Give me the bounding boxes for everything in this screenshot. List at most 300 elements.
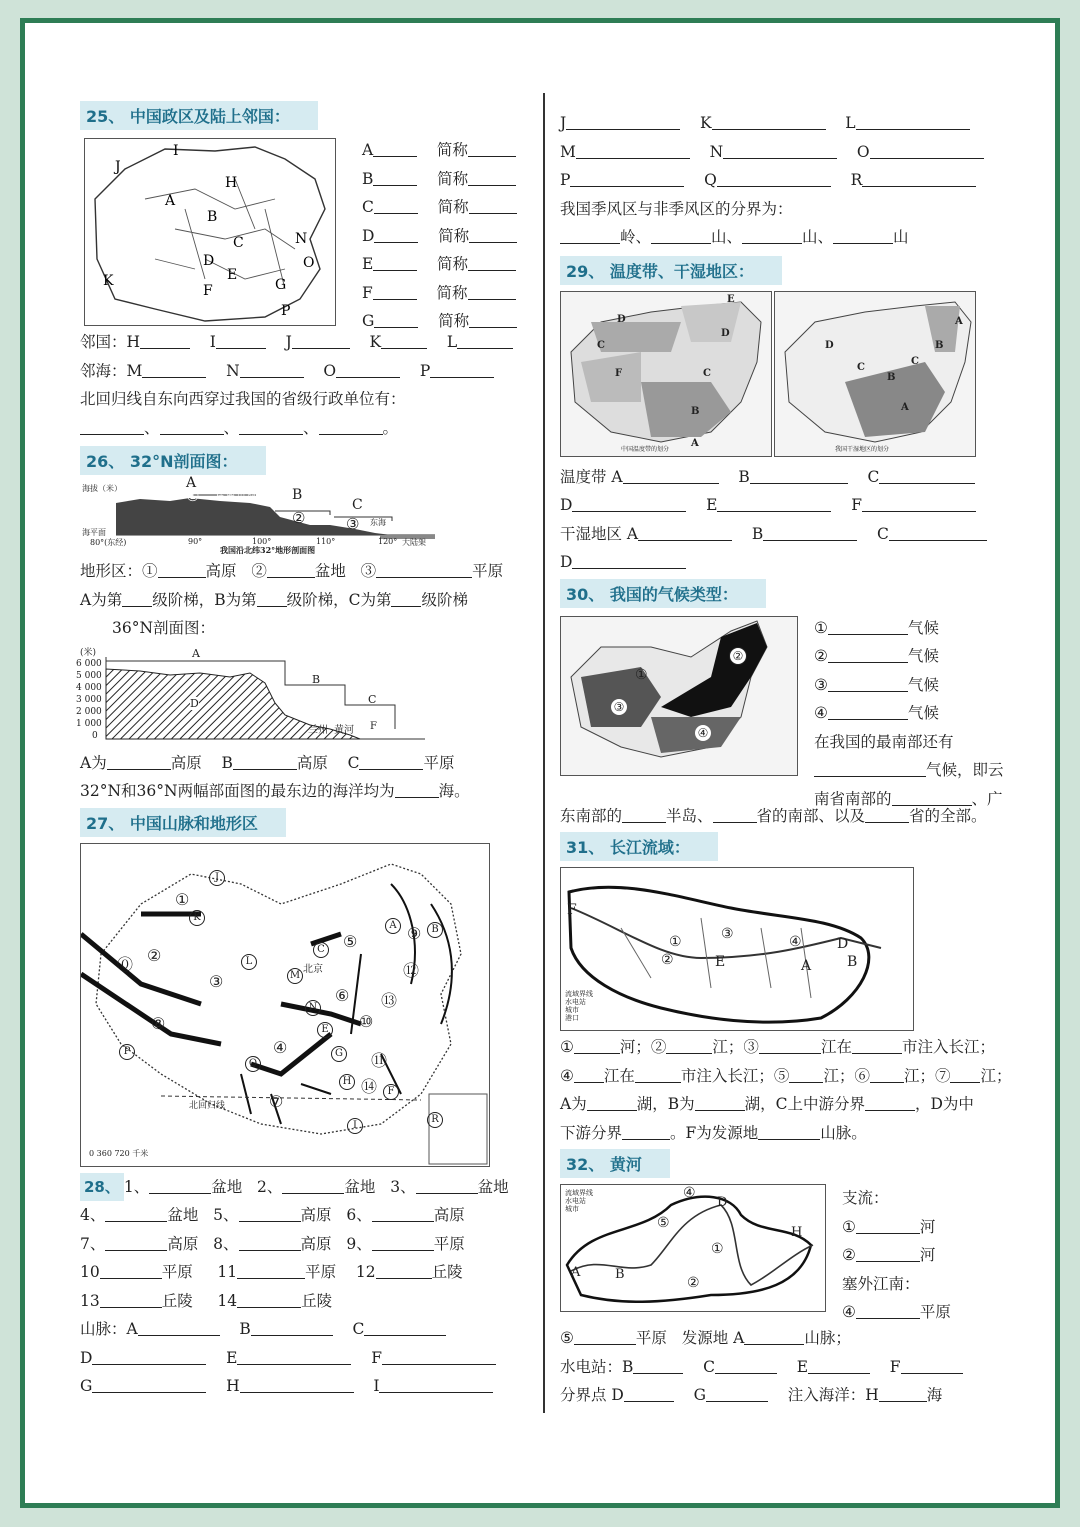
page-frame xyxy=(20,18,1060,1508)
blank[interactable] xyxy=(742,225,802,244)
blank[interactable] xyxy=(149,1175,211,1194)
label: 塞外江南： xyxy=(842,1274,920,1293)
label: 邻国： xyxy=(80,333,127,351)
left-column xyxy=(76,101,535,1401)
p32-n2: ② xyxy=(292,509,306,527)
section-28 xyxy=(80,1173,535,1401)
monsoon-question: 我国季风区与非季风区的分界为： xyxy=(560,199,793,218)
blank[interactable] xyxy=(373,167,417,186)
climate-n1: ① xyxy=(635,666,648,683)
blank[interactable] xyxy=(638,522,732,541)
blank[interactable] xyxy=(814,758,926,777)
label: 注入海洋：H xyxy=(787,1386,879,1404)
blank[interactable] xyxy=(319,416,383,435)
blank[interactable] xyxy=(92,1374,206,1393)
section-27-title: 27、 中国山脉和地形区 xyxy=(80,808,286,837)
blank[interactable] xyxy=(622,1121,670,1140)
blank[interactable] xyxy=(750,465,848,484)
blank[interactable] xyxy=(623,465,719,484)
s28-row xyxy=(80,1258,535,1287)
map25-H: H xyxy=(225,175,238,191)
label: I xyxy=(373,1377,380,1395)
label: 级阶梯，C为第 xyxy=(286,590,392,609)
blank[interactable] xyxy=(633,1355,683,1374)
blank[interactable] xyxy=(828,673,908,692)
p36-C: C xyxy=(368,692,377,706)
blank[interactable] xyxy=(416,1175,478,1194)
blank[interactable] xyxy=(468,167,516,186)
s32-l2 xyxy=(560,1353,1030,1382)
label: E xyxy=(226,1348,238,1367)
blank[interactable] xyxy=(587,1092,637,1111)
map25-B: B xyxy=(207,209,218,225)
blank[interactable] xyxy=(572,493,686,512)
label: N xyxy=(226,361,240,380)
blank[interactable] xyxy=(140,330,190,349)
num-8: ⑧ xyxy=(151,1013,166,1033)
blank[interactable] xyxy=(379,1374,493,1393)
label: 支流： xyxy=(842,1189,889,1207)
label: D xyxy=(560,553,573,571)
blank[interactable] xyxy=(574,1035,620,1054)
label: E xyxy=(796,1357,809,1376)
label: P xyxy=(419,361,431,380)
blank[interactable] xyxy=(574,1064,604,1083)
p32-shelf: 大陆架 xyxy=(402,538,426,547)
blank[interactable] xyxy=(808,1355,870,1374)
blank[interactable] xyxy=(382,1346,496,1365)
h-B: B xyxy=(615,1267,625,1282)
blank[interactable] xyxy=(391,588,421,607)
blank[interactable] xyxy=(763,522,857,541)
blank[interactable] xyxy=(100,1260,162,1279)
s28-row xyxy=(80,1287,535,1316)
h-n4: ④ xyxy=(683,1185,696,1201)
label: 山脉； xyxy=(804,1329,851,1347)
right-column xyxy=(560,109,1030,1410)
label: 高原 xyxy=(167,1234,199,1253)
p32-x110: 110° xyxy=(316,537,336,546)
blank[interactable] xyxy=(723,140,837,159)
blank[interactable] xyxy=(92,1346,206,1365)
label: 省的全部。 xyxy=(909,806,987,825)
label: C xyxy=(703,1357,715,1376)
p36-y: 6 000 xyxy=(76,658,102,669)
circle-B: B xyxy=(427,922,443,938)
label: G xyxy=(80,1377,93,1395)
blank[interactable] xyxy=(105,1203,167,1222)
label: 海 xyxy=(926,1386,943,1404)
label: 平原 xyxy=(433,1234,465,1253)
label: K xyxy=(369,333,382,351)
blank[interactable] xyxy=(870,140,984,159)
label: 省的南部、以及 xyxy=(756,806,866,825)
blank[interactable] xyxy=(862,168,976,187)
climate-blanks xyxy=(814,614,1004,814)
yangtze-map xyxy=(560,867,914,1031)
map25-O: O xyxy=(303,255,315,271)
blank[interactable] xyxy=(560,225,620,244)
s32-l3 xyxy=(560,1381,1030,1410)
blank[interactable] xyxy=(282,1175,344,1194)
blank[interactable] xyxy=(950,1064,980,1083)
blank[interactable] xyxy=(100,1289,162,1308)
blank[interactable] xyxy=(717,493,831,512)
label: F xyxy=(371,1348,382,1367)
label: 山、 xyxy=(802,228,834,246)
blank[interactable] xyxy=(624,1383,674,1402)
map25-E: E xyxy=(227,267,238,283)
label: A为 xyxy=(80,753,107,772)
blank[interactable] xyxy=(865,1092,915,1111)
yangtze-legend xyxy=(565,990,593,1022)
monsoon-blanks xyxy=(560,223,1030,252)
m1-D: D xyxy=(617,313,626,325)
blank[interactable] xyxy=(572,550,686,569)
s32-body xyxy=(560,1184,1030,1324)
blank[interactable] xyxy=(372,1203,434,1222)
num-3: ③ xyxy=(209,971,224,991)
blank[interactable] xyxy=(856,1215,920,1234)
s31-l4 xyxy=(560,1119,1030,1148)
beijing-label: 北京 xyxy=(303,963,323,975)
blank[interactable] xyxy=(889,522,987,541)
blank[interactable] xyxy=(376,559,472,578)
p32-hengduan: 横 断 山 脉 xyxy=(216,492,256,501)
label: 干湿地区 A xyxy=(560,524,639,543)
map25-F: F xyxy=(203,283,213,299)
label: 江；③ xyxy=(712,1038,759,1056)
label: 14 xyxy=(217,1291,238,1310)
label: 邻海： xyxy=(80,361,127,380)
blank[interactable] xyxy=(852,1035,902,1054)
blank[interactable] xyxy=(744,1326,804,1345)
label: 、广 xyxy=(971,789,1003,808)
label: A为第 xyxy=(80,590,123,609)
map25-K: K xyxy=(103,273,114,289)
label: ④ xyxy=(814,704,828,722)
label: B xyxy=(221,753,233,772)
label: O xyxy=(323,361,337,380)
label: 盆地 xyxy=(477,1177,509,1196)
blank[interactable] xyxy=(901,1355,963,1374)
s25-letter: F xyxy=(362,283,373,302)
label: 气候 xyxy=(907,704,939,722)
label: 。F为发源地 xyxy=(670,1123,759,1142)
blank[interactable] xyxy=(122,588,152,607)
label: K xyxy=(699,114,712,132)
blank[interactable] xyxy=(706,1383,768,1402)
h-n5: ⑤ xyxy=(657,1215,670,1231)
blank[interactable] xyxy=(879,465,975,484)
label: 下游分界 xyxy=(560,1123,623,1142)
sep: 、 xyxy=(223,418,240,437)
blank[interactable] xyxy=(239,416,303,435)
blank[interactable] xyxy=(828,616,908,635)
m2-B: B xyxy=(935,339,944,351)
label: ① xyxy=(842,1217,856,1236)
map25-I: I xyxy=(173,143,179,159)
label: B xyxy=(239,1320,251,1338)
label: 盆地 xyxy=(211,1177,243,1196)
blank[interactable] xyxy=(373,138,417,157)
blank[interactable] xyxy=(635,1064,681,1083)
blank[interactable] xyxy=(870,1064,904,1083)
blank[interactable] xyxy=(828,644,908,663)
blank[interactable] xyxy=(892,787,972,806)
m1-B: B xyxy=(691,405,700,417)
s25-abbrev-list xyxy=(362,136,517,336)
blank[interactable] xyxy=(469,309,517,328)
south-text: 在我国的最南部还有 xyxy=(814,732,954,751)
s25-jc: 简称 xyxy=(438,226,470,245)
s26-terrain xyxy=(80,557,535,586)
s25-letter: D xyxy=(362,226,375,245)
blank[interactable] xyxy=(257,588,287,607)
m2-A: A xyxy=(955,315,963,327)
hh-legend xyxy=(565,1189,593,1213)
tributary-blanks xyxy=(842,1184,951,1327)
label: A为 xyxy=(560,1095,587,1113)
s29-temp-1 xyxy=(560,463,1030,492)
blank[interactable] xyxy=(651,225,711,244)
p32-east: 东海 xyxy=(370,518,386,527)
section-25-title: 25、 中国政区及陆上邻国： xyxy=(80,101,318,130)
label: 江；⑦ xyxy=(903,1066,951,1085)
blank[interactable] xyxy=(574,1326,636,1345)
blank[interactable] xyxy=(251,1317,333,1336)
label: M xyxy=(560,142,576,161)
h-H: H xyxy=(791,1225,803,1240)
p36-unit: (米) xyxy=(80,647,97,658)
s30-body xyxy=(560,614,1030,810)
label: P xyxy=(560,171,571,189)
y-n2: ② xyxy=(661,952,674,968)
p36-E: 兰州 xyxy=(308,724,328,736)
blank[interactable] xyxy=(240,1374,354,1393)
blank[interactable] xyxy=(374,309,418,328)
blank[interactable] xyxy=(374,195,418,214)
blank[interactable] xyxy=(666,1035,712,1054)
s25-jc: 简称 xyxy=(438,312,470,330)
label: 湖，C上中游分界 xyxy=(744,1095,865,1113)
label: 南省南部的 xyxy=(814,789,892,808)
blank[interactable] xyxy=(240,359,304,378)
blank[interactable] xyxy=(570,168,684,187)
h-n1: ① xyxy=(711,1241,724,1257)
blank[interactable] xyxy=(80,416,144,435)
blank[interactable] xyxy=(828,701,908,720)
label: C xyxy=(876,524,889,543)
blank[interactable] xyxy=(233,751,297,770)
blank[interactable] xyxy=(856,1243,920,1262)
blank[interactable] xyxy=(856,111,970,130)
blank[interactable] xyxy=(576,140,690,159)
blank[interactable] xyxy=(862,493,976,512)
section-26-title: 26、 32°N剖面图： xyxy=(80,446,266,475)
s29-maps xyxy=(560,291,1030,461)
s26-steps xyxy=(80,586,535,615)
blank[interactable] xyxy=(879,1383,927,1402)
p32-x120: 120° xyxy=(378,537,398,546)
p36-y: 2 000 xyxy=(76,706,102,717)
blank[interactable] xyxy=(158,559,206,578)
y-D: D xyxy=(837,936,849,952)
blank[interactable] xyxy=(468,252,516,271)
label: I xyxy=(209,333,216,351)
blank[interactable] xyxy=(468,281,516,300)
blank[interactable] xyxy=(566,111,680,130)
blank[interactable] xyxy=(107,751,171,770)
blank[interactable] xyxy=(715,1355,777,1374)
label: F xyxy=(851,496,862,514)
num-4: ④ xyxy=(273,1037,288,1057)
p36-y: 1 000 xyxy=(76,718,102,729)
blank[interactable] xyxy=(216,330,266,349)
label: 高原 xyxy=(300,1234,332,1253)
blank[interactable] xyxy=(695,1092,745,1111)
circle-L: L xyxy=(241,954,257,970)
label: ② xyxy=(814,647,828,665)
circle-H: H xyxy=(339,1074,355,1090)
label: H xyxy=(126,333,141,351)
label: C xyxy=(867,467,880,486)
m2-C2: C xyxy=(911,355,919,367)
blank[interactable] xyxy=(395,779,439,798)
blank[interactable] xyxy=(373,281,417,300)
label: 8、 xyxy=(213,1234,239,1253)
blank[interactable] xyxy=(239,1203,301,1222)
p36-yellow: 黄河 xyxy=(334,724,354,736)
label: L xyxy=(845,114,856,132)
blank[interactable] xyxy=(160,416,224,435)
p36-y: 0 xyxy=(92,730,98,741)
p32-himalaya: 喜马拉雅山脉 xyxy=(130,490,178,499)
blank[interactable] xyxy=(138,1317,220,1336)
blank[interactable] xyxy=(105,1232,167,1251)
blank[interactable] xyxy=(142,359,206,378)
label: ④ xyxy=(560,1066,574,1085)
legend-item: 城市 xyxy=(565,1006,579,1014)
num-1: ① xyxy=(175,889,190,909)
s29-dry-2 xyxy=(560,548,1030,577)
blank[interactable] xyxy=(336,359,400,378)
blank[interactable] xyxy=(759,1035,821,1054)
blank[interactable] xyxy=(237,1346,351,1365)
s31-l2 xyxy=(560,1062,1030,1091)
blank[interactable] xyxy=(359,751,423,770)
column-divider xyxy=(543,93,545,1413)
map25-N: N xyxy=(295,231,308,247)
p36-B: B xyxy=(312,672,321,686)
label: 盆地 xyxy=(167,1206,199,1224)
num-14: ⑭ xyxy=(361,1076,378,1096)
label: D xyxy=(80,1348,93,1367)
m2-D: D xyxy=(825,339,834,351)
s31-l3 xyxy=(560,1090,1030,1119)
blank[interactable] xyxy=(717,168,831,187)
blank[interactable] xyxy=(758,1121,820,1140)
blank[interactable] xyxy=(364,1317,446,1336)
label: 海。 xyxy=(438,782,470,800)
num-11: ⑪ xyxy=(371,1050,388,1070)
blank[interactable] xyxy=(372,1232,434,1251)
blank[interactable] xyxy=(237,1289,301,1308)
label: 江在 xyxy=(603,1066,635,1085)
label: ① xyxy=(814,618,828,637)
blank[interactable] xyxy=(239,1232,301,1251)
m1-C2: C xyxy=(703,367,711,379)
p36-y: 4 000 xyxy=(76,682,102,693)
blank[interactable] xyxy=(789,1064,823,1083)
num-2: ② xyxy=(147,945,162,965)
label: F xyxy=(889,1357,901,1376)
blank[interactable] xyxy=(237,1260,305,1279)
label: 平原 xyxy=(919,1303,951,1321)
blank[interactable] xyxy=(430,359,494,378)
label: N xyxy=(709,142,724,161)
label: B xyxy=(751,524,764,543)
label: 江； xyxy=(980,1066,1012,1085)
label: 4、 xyxy=(80,1206,106,1224)
blank[interactable] xyxy=(373,252,417,271)
label: 半岛、 xyxy=(666,806,713,825)
blank[interactable] xyxy=(469,224,517,243)
label: 山脉。 xyxy=(820,1123,867,1142)
p32-B: B xyxy=(292,487,303,503)
blank[interactable] xyxy=(833,225,893,244)
blank[interactable] xyxy=(376,1260,432,1279)
label: 平原 xyxy=(423,753,455,772)
blank[interactable] xyxy=(292,330,350,349)
p32-n3: ③ xyxy=(346,515,360,533)
circle-N: N xyxy=(305,1000,321,1016)
blank[interactable] xyxy=(374,224,418,243)
legend-item: 流域界线 xyxy=(565,990,593,998)
p32-A: A xyxy=(186,475,197,491)
num-0: ⓪ xyxy=(117,954,134,974)
label: 平原 xyxy=(635,1329,667,1347)
y-F: F xyxy=(567,902,577,918)
climate-n2: ② xyxy=(729,647,747,665)
label: Q xyxy=(704,171,717,189)
circle-A: A xyxy=(385,918,401,934)
blank[interactable] xyxy=(468,138,516,157)
map25-P: P xyxy=(281,303,291,319)
label: 高原 xyxy=(170,753,202,772)
label: 气候，即云 xyxy=(926,761,1004,779)
legend-item: 水电站 xyxy=(565,998,586,1006)
s28-mtn xyxy=(80,1372,535,1401)
label: 分界点 D xyxy=(560,1386,624,1404)
blank[interactable] xyxy=(856,1300,920,1319)
num-7: ⑦ xyxy=(269,1091,284,1111)
s28-mtn xyxy=(80,1344,535,1373)
section-30-title: 30、 我国的气候类型： xyxy=(560,579,766,608)
china-mountains-map xyxy=(80,843,490,1167)
blank[interactable] xyxy=(267,559,315,578)
s25-tropic-blanks xyxy=(80,414,535,443)
m1-D2: D xyxy=(721,327,730,339)
p32-alt: 海拔（米） xyxy=(82,484,122,493)
blank[interactable] xyxy=(712,111,826,130)
label: 气候 xyxy=(907,675,939,694)
p36-y: 3 000 xyxy=(76,694,102,705)
p32-n1: ① xyxy=(186,487,200,505)
label: 丘陵 xyxy=(431,1263,463,1281)
label: H xyxy=(226,1377,240,1395)
blank[interactable] xyxy=(469,195,517,214)
